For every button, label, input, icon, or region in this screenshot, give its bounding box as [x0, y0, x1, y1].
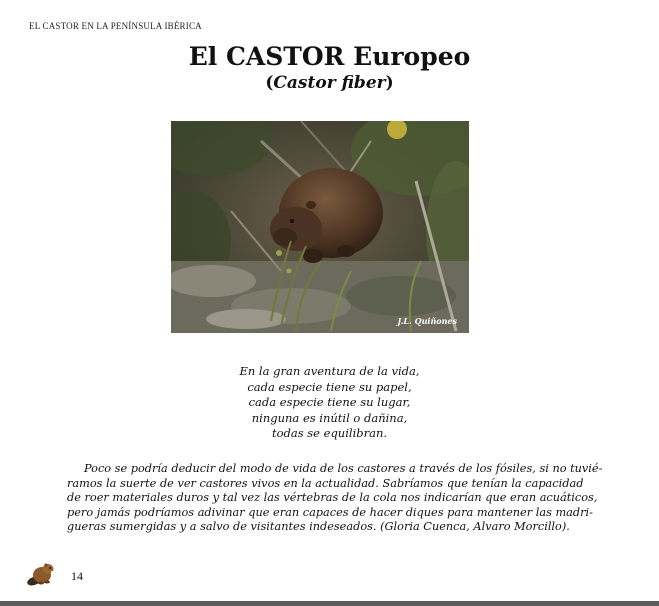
- running-header: EL CASTOR EN LA PENÍNSULA IBÉRICA: [29, 21, 202, 31]
- body-line: ramos la suerte de ver castores vivos en la actualidad. Sabríamos que tenían la capacidad: [67, 476, 584, 490]
- page-number: 14: [71, 569, 83, 583]
- scientific-name: Castor fiber: [273, 73, 386, 93]
- beaver-icon: [27, 561, 55, 591]
- photo-credit: J.L. Quiñones: [397, 316, 457, 326]
- subtitle-close-paren: ): [385, 73, 394, 93]
- poem-line: cada especie tiene su lugar,: [248, 395, 411, 409]
- beaver-photo-graphic: [171, 121, 469, 333]
- poem: [0, 364, 659, 442]
- page-subtitle: [0, 73, 659, 93]
- body-paragraph: [67, 462, 603, 535]
- body-line: gueras sumergidas y a salvo de visitantes indeseados. (Gloria Cuenca, Alvaro Morcillo).: [67, 520, 570, 534]
- beaver-photo: [171, 121, 469, 333]
- bottom-border: [0, 601, 659, 606]
- subtitle-open-paren: (: [265, 73, 274, 93]
- page-title: El CASTOR Europeo: [188, 42, 471, 71]
- body-line: pero jamás podríamos adivinar que eran capaces de hacer diques para mantener las madri-: [67, 505, 593, 519]
- body-line: de roer materiales duros y tal vez las vértebras de la cola nos indicarían que eran acuáticos,: [67, 491, 598, 505]
- body-line: Poco se podría deducir del modo de vida de los castores a través de los fósiles, si no tuvié-: [84, 462, 603, 475]
- poem-line: todas se equilibran.: [271, 426, 388, 440]
- poem-line: En la gran aventura de la vida,: [239, 364, 420, 378]
- poem-line: ninguna es inútil o dañina,: [251, 410, 408, 425]
- poem-line: cada especie tiene su papel,: [247, 379, 412, 394]
